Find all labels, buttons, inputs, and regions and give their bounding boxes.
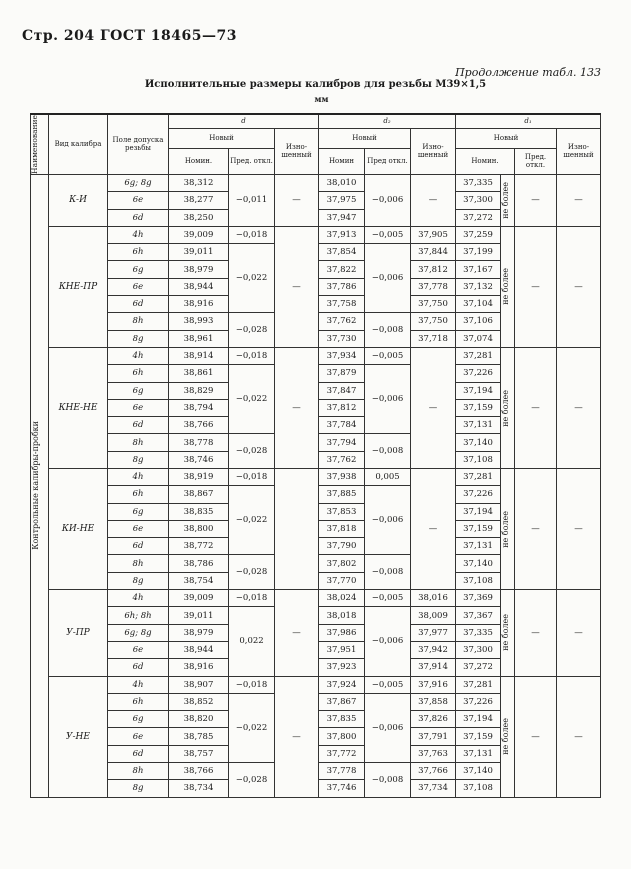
gauge-dimensions-table — [30, 113, 601, 798]
d2-worn: 37,905 — [411, 226, 456, 243]
side-label-text: Контрольные калибры-пробки — [31, 421, 40, 551]
tolerance-field: 6d — [108, 659, 169, 676]
header-d1-new: Новый — [456, 128, 557, 148]
d2-deviation: −0,005 — [365, 676, 411, 693]
tolerance-field: 8h — [108, 434, 169, 451]
d2-nominal: 37,784 — [319, 417, 365, 434]
tolerance-field: 4h — [108, 226, 169, 243]
d-nominal: 38,277 — [169, 192, 229, 209]
d2-worn: 37,914 — [411, 659, 456, 676]
d-nominal: 38,250 — [169, 209, 229, 226]
tolerance-field: 4h — [108, 590, 169, 607]
d2-nominal: 37,746 — [319, 780, 365, 797]
tolerance-field: 8h — [108, 763, 169, 780]
d2-worn: 37,778 — [411, 278, 456, 295]
header-d2: d₂ — [319, 114, 456, 128]
d2-nominal: 37,800 — [319, 728, 365, 745]
d2-nominal: 37,938 — [319, 468, 365, 485]
d-worn: — — [275, 174, 319, 226]
d-nominal: 38,852 — [169, 693, 229, 710]
header-d1: d₁ — [456, 114, 601, 128]
table-row — [31, 590, 601, 607]
d1-nominal: 37,300 — [456, 641, 501, 658]
d-worn: — — [275, 347, 319, 468]
d1-nominal: 37,104 — [456, 296, 501, 313]
d2-deviation: −0,008 — [365, 313, 411, 348]
d-deviation: −0,022 — [229, 365, 275, 434]
tolerance-field: 8g — [108, 572, 169, 589]
tolerance-field: 6d — [108, 209, 169, 226]
d1-limit-note — [501, 226, 515, 347]
d1-limit-note-text: не более — [501, 718, 510, 755]
d1-deviation: — — [515, 468, 557, 589]
d1-nominal: 37,140 — [456, 434, 501, 451]
d2-worn: 38,009 — [411, 607, 456, 624]
d2-worn: 37,977 — [411, 624, 456, 641]
tolerance-field: 6d — [108, 417, 169, 434]
d2-worn: — — [411, 468, 456, 589]
tolerance-field: 4h — [108, 347, 169, 364]
d-nominal: 38,734 — [169, 780, 229, 797]
d-nominal: 38,861 — [169, 365, 229, 382]
d1-worn: — — [557, 468, 601, 589]
header-d: d — [169, 114, 319, 128]
tolerance-field: 4h — [108, 468, 169, 485]
d2-worn: 37,942 — [411, 641, 456, 658]
tolerance-field: 4h — [108, 676, 169, 693]
d1-nominal: 37,259 — [456, 226, 501, 243]
d1-nominal: 37,335 — [456, 174, 501, 191]
d-deviation: 0,022 — [229, 607, 275, 676]
table-row — [31, 226, 601, 243]
gauge-type: У-ПР — [49, 590, 108, 676]
d-worn: — — [275, 226, 319, 347]
d1-deviation: — — [515, 226, 557, 347]
d2-nominal: 38,010 — [319, 174, 365, 191]
d1-nominal: 37,281 — [456, 347, 501, 364]
d-nominal: 38,916 — [169, 659, 229, 676]
d1-nominal: 37,272 — [456, 659, 501, 676]
tolerance-field: 6e — [108, 192, 169, 209]
d-deviation: −0,028 — [229, 313, 275, 348]
tolerance-field: 8g — [108, 451, 169, 468]
d2-worn: 38,016 — [411, 590, 456, 607]
d-nominal: 38,766 — [169, 417, 229, 434]
d2-nominal: 37,934 — [319, 347, 365, 364]
d1-nominal: 37,194 — [456, 382, 501, 399]
d2-deviation: 0,005 — [365, 468, 411, 485]
d2-nominal: 37,947 — [319, 209, 365, 226]
tolerance-field: 6e — [108, 641, 169, 658]
d2-nominal: 37,758 — [319, 296, 365, 313]
header-field: Поле допуска резьбы — [108, 114, 169, 174]
d1-worn: — — [557, 174, 601, 226]
d-nominal: 38,914 — [169, 347, 229, 364]
d2-nominal: 37,794 — [319, 434, 365, 451]
d2-worn: 37,718 — [411, 330, 456, 347]
gauge-type: У-НЕ — [49, 676, 108, 797]
gauge-type: К-И — [49, 174, 108, 226]
d-nominal: 38,754 — [169, 572, 229, 589]
d1-limit-note — [501, 174, 515, 226]
d2-worn: 37,858 — [411, 693, 456, 710]
header-d-new: Новый — [169, 128, 275, 148]
d2-nominal: 37,847 — [319, 382, 365, 399]
d1-nominal: 37,108 — [456, 451, 501, 468]
d1-nominal: 37,074 — [456, 330, 501, 347]
table-row — [31, 676, 601, 693]
header-d1-deviation: Пред. откл. — [515, 148, 557, 174]
d2-nominal: 37,854 — [319, 244, 365, 261]
tolerance-field: 6d — [108, 538, 169, 555]
d1-nominal: 37,300 — [456, 192, 501, 209]
d1-worn: — — [557, 590, 601, 676]
table-row — [31, 174, 601, 191]
header-d-nominal: Номин. — [169, 148, 229, 174]
d-nominal: 38,778 — [169, 434, 229, 451]
d1-deviation: — — [515, 590, 557, 676]
tolerance-field: 6e — [108, 399, 169, 416]
d1-nominal: 37,106 — [456, 313, 501, 330]
d-nominal: 38,820 — [169, 711, 229, 728]
d1-nominal: 37,281 — [456, 676, 501, 693]
d2-nominal: 37,822 — [319, 261, 365, 278]
d1-nominal: 37,194 — [456, 503, 501, 520]
d1-nominal: 37,367 — [456, 607, 501, 624]
d2-worn: 37,916 — [411, 676, 456, 693]
d-nominal: 38,979 — [169, 261, 229, 278]
d-deviation: −0,028 — [229, 434, 275, 469]
tolerance-field: 8g — [108, 330, 169, 347]
side-label — [31, 174, 49, 797]
d2-deviation: −0,006 — [365, 607, 411, 676]
d2-deviation: −0,008 — [365, 763, 411, 798]
tolerance-field: 6g; 8g — [108, 624, 169, 641]
d1-nominal: 37,108 — [456, 780, 501, 797]
d1-nominal: 37,226 — [456, 365, 501, 382]
d-nominal: 38,794 — [169, 399, 229, 416]
d1-nominal: 37,140 — [456, 763, 501, 780]
d-deviation: −0,018 — [229, 590, 275, 607]
d1-worn: — — [557, 226, 601, 347]
tolerance-field: 6e — [108, 520, 169, 537]
d1-nominal: 37,131 — [456, 538, 501, 555]
d2-nominal: 37,923 — [319, 659, 365, 676]
d2-nominal: 37,762 — [319, 451, 365, 468]
gauge-type: КНЕ-НЕ — [49, 347, 108, 468]
tolerance-field: 8h — [108, 555, 169, 572]
d1-limit-note-text: не более — [501, 510, 510, 548]
d1-limit-note — [501, 468, 515, 589]
d2-nominal: 37,835 — [319, 711, 365, 728]
d-deviation: −0,022 — [229, 486, 275, 555]
d2-nominal: 37,762 — [319, 313, 365, 330]
d1-nominal: 37,226 — [456, 486, 501, 503]
d1-nominal: 37,272 — [456, 209, 501, 226]
d2-worn: 37,826 — [411, 711, 456, 728]
header-d2-nominal: Номин — [319, 148, 365, 174]
d2-deviation: −0,006 — [365, 365, 411, 434]
tolerance-field: 6g — [108, 382, 169, 399]
d2-nominal: 37,812 — [319, 399, 365, 416]
d2-nominal: 37,867 — [319, 693, 365, 710]
tolerance-field: 6d — [108, 296, 169, 313]
d2-nominal: 37,986 — [319, 624, 365, 641]
tolerance-field: 8h — [108, 313, 169, 330]
d1-nominal: 37,140 — [456, 555, 501, 572]
d2-nominal: 37,885 — [319, 486, 365, 503]
d-nominal: 38,312 — [169, 174, 229, 191]
d-nominal: 38,979 — [169, 624, 229, 641]
tolerance-field: 6e — [108, 728, 169, 745]
d-nominal: 39,009 — [169, 226, 229, 243]
tolerance-field: 6g — [108, 261, 169, 278]
d1-nominal: 37,159 — [456, 728, 501, 745]
d1-limit-note — [501, 676, 515, 797]
header-d-worn: Изно-шенный — [275, 128, 319, 174]
d2-nominal: 37,853 — [319, 503, 365, 520]
d-deviation: −0,018 — [229, 347, 275, 364]
d2-worn: 37,763 — [411, 745, 456, 762]
d-nominal: 38,766 — [169, 763, 229, 780]
d-nominal: 39,011 — [169, 244, 229, 261]
d2-nominal: 37,975 — [319, 192, 365, 209]
gauge-type: КИ-НЕ — [49, 468, 108, 589]
tolerance-field: 8g — [108, 780, 169, 797]
d-nominal: 38,916 — [169, 296, 229, 313]
d2-worn: 37,844 — [411, 244, 456, 261]
d2-worn: 37,750 — [411, 296, 456, 313]
d2-deviation: −0,006 — [365, 244, 411, 313]
table-continuation-label: Продолжение табл. 133 — [455, 66, 601, 79]
d2-nominal: 38,024 — [319, 590, 365, 607]
d1-deviation: — — [515, 676, 557, 797]
d1-nominal: 37,226 — [456, 693, 501, 710]
d1-worn: — — [557, 347, 601, 468]
tolerance-field: 6h — [108, 486, 169, 503]
d1-limit-note — [501, 347, 515, 468]
d2-deviation: −0,006 — [365, 693, 411, 762]
d2-deviation: −0,005 — [365, 347, 411, 364]
d2-nominal: 37,818 — [319, 520, 365, 537]
d2-nominal: 37,913 — [319, 226, 365, 243]
d-nominal: 38,944 — [169, 278, 229, 295]
d-nominal: 38,786 — [169, 555, 229, 572]
d-nominal: 38,961 — [169, 330, 229, 347]
header-d2-worn: Изно-шенный — [411, 128, 456, 174]
header-d1-worn: Изно-шенный — [557, 128, 601, 174]
d-nominal: 38,746 — [169, 451, 229, 468]
d2-nominal: 37,730 — [319, 330, 365, 347]
d1-limit-note — [501, 590, 515, 676]
d2-deviation: −0,006 — [365, 486, 411, 555]
d2-nominal: 37,772 — [319, 745, 365, 762]
d2-deviation: −0,005 — [365, 226, 411, 243]
tolerance-field: 6h — [108, 365, 169, 382]
d-deviation: −0,018 — [229, 468, 275, 485]
d-nominal: 38,919 — [169, 468, 229, 485]
d2-deviation: −0,005 — [365, 590, 411, 607]
tolerance-field: 6h — [108, 244, 169, 261]
table-body — [31, 174, 601, 797]
d-nominal: 39,009 — [169, 590, 229, 607]
tolerance-field: 6g; 8g — [108, 174, 169, 191]
gauge-type: КНЕ-ПР — [49, 226, 108, 347]
d-deviation: −0,028 — [229, 555, 275, 590]
header-d-deviation: Пред. откл. — [229, 148, 275, 174]
d-worn: — — [275, 590, 319, 676]
header-d2-new: Новый — [319, 128, 411, 148]
tolerance-field: 6e — [108, 278, 169, 295]
header-name: Наименование — [31, 114, 49, 174]
d1-nominal: 37,108 — [456, 572, 501, 589]
table-row — [31, 468, 601, 485]
tolerance-field: 6g — [108, 711, 169, 728]
d1-nominal: 37,132 — [456, 278, 501, 295]
d2-worn: 37,791 — [411, 728, 456, 745]
d-nominal: 38,800 — [169, 520, 229, 537]
d1-nominal: 37,199 — [456, 244, 501, 261]
d1-limit-note-text: не более — [501, 614, 510, 652]
d1-limit-note-text: не более — [501, 389, 510, 427]
d2-deviation: −0,008 — [365, 555, 411, 590]
tolerance-field: 6h — [108, 693, 169, 710]
d-nominal: 38,757 — [169, 745, 229, 762]
d-deviation: −0,011 — [229, 174, 275, 226]
d1-nominal: 37,281 — [456, 468, 501, 485]
d2-worn: 37,734 — [411, 780, 456, 797]
tolerance-field: 6g — [108, 503, 169, 520]
d1-nominal: 37,369 — [456, 590, 501, 607]
d2-worn: — — [411, 174, 456, 226]
d-deviation: −0,018 — [229, 226, 275, 243]
d2-nominal: 37,770 — [319, 572, 365, 589]
units-label: мм — [314, 94, 329, 104]
d2-nominal: 37,786 — [319, 278, 365, 295]
d-nominal: 38,993 — [169, 313, 229, 330]
d1-nominal: 37,159 — [456, 520, 501, 537]
d1-nominal: 37,194 — [456, 711, 501, 728]
tolerance-field: 6d — [108, 745, 169, 762]
d2-nominal: 37,802 — [319, 555, 365, 572]
d-deviation: −0,018 — [229, 676, 275, 693]
d-deviation: −0,022 — [229, 693, 275, 762]
header-d2-deviation: Пред откл. — [365, 148, 411, 174]
d2-worn: 37,750 — [411, 313, 456, 330]
d2-nominal: 37,778 — [319, 763, 365, 780]
d2-nominal: 37,790 — [319, 538, 365, 555]
d-nominal: 38,867 — [169, 486, 229, 503]
d1-worn: — — [557, 676, 601, 797]
d1-nominal: 37,131 — [456, 417, 501, 434]
d-deviation: −0,022 — [229, 244, 275, 313]
d1-nominal: 37,167 — [456, 261, 501, 278]
d2-deviation: −0,008 — [365, 434, 411, 469]
d2-worn: — — [411, 347, 456, 468]
d-worn: — — [275, 676, 319, 797]
d-deviation: −0,028 — [229, 763, 275, 798]
table-title: Исполнительные размеры калибров для резьбы М39×1,5 — [144, 79, 487, 90]
d-nominal: 39,011 — [169, 607, 229, 624]
tolerance-field: 6h; 8h — [108, 607, 169, 624]
header-type: Вид калибра — [49, 114, 108, 174]
d1-nominal: 37,159 — [456, 399, 501, 416]
d1-deviation: — — [515, 174, 557, 226]
d-worn — [275, 468, 319, 589]
d2-nominal: 37,951 — [319, 641, 365, 658]
d2-worn: 37,812 — [411, 261, 456, 278]
d-nominal: 38,835 — [169, 503, 229, 520]
header-d1-nominal: Номин. — [456, 148, 515, 174]
d1-limit-note-text: не более — [501, 181, 510, 219]
d1-nominal: 37,335 — [456, 624, 501, 641]
d-nominal: 38,907 — [169, 676, 229, 693]
d1-limit-note-text: не более — [501, 268, 510, 306]
d2-deviation: −0,006 — [365, 174, 411, 226]
d2-nominal: 38,018 — [319, 607, 365, 624]
table-row — [31, 347, 601, 364]
d-nominal: 38,785 — [169, 728, 229, 745]
d-nominal: 38,829 — [169, 382, 229, 399]
page-header: Стр. 204 ГОСТ 18465—73 — [22, 28, 237, 44]
d-nominal: 38,944 — [169, 641, 229, 658]
d1-deviation: — — [515, 347, 557, 468]
d2-nominal: 37,879 — [319, 365, 365, 382]
d1-nominal: 37,131 — [456, 745, 501, 762]
d2-nominal: 37,924 — [319, 676, 365, 693]
d2-worn: 37,766 — [411, 763, 456, 780]
d-nominal: 38,772 — [169, 538, 229, 555]
